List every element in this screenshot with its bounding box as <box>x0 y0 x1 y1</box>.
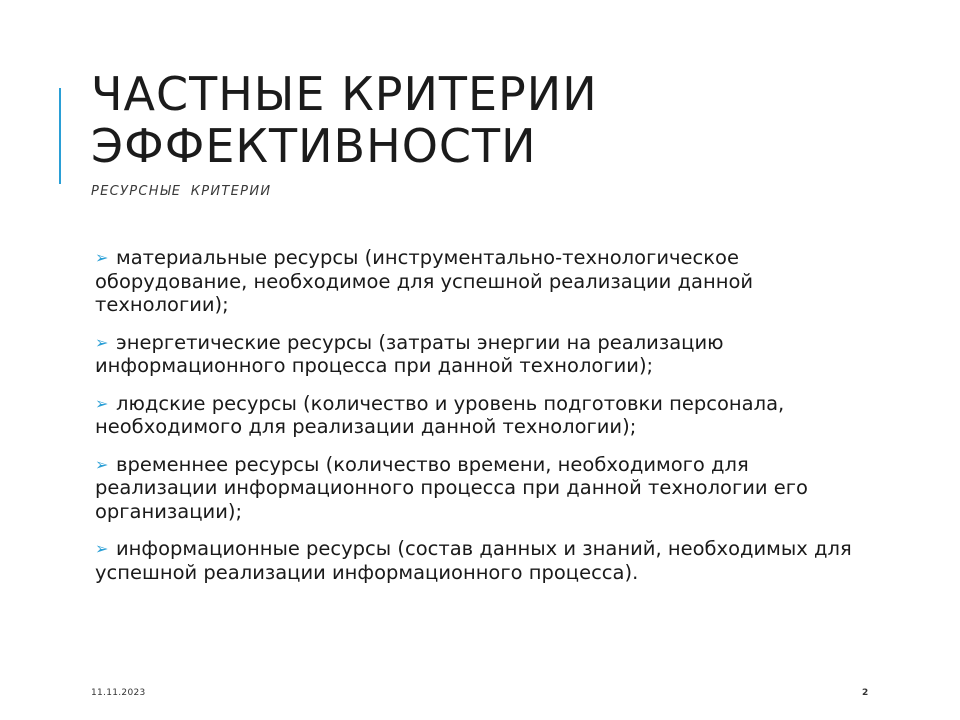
bullet-item <box>95 331 855 378</box>
footer-date: 11.11.2023 <box>91 688 146 698</box>
bullet-item <box>95 392 855 439</box>
title-accent-bar <box>59 88 61 184</box>
arrow-bullet-icon: ➢ <box>95 248 109 267</box>
arrow-bullet-icon: ➢ <box>95 539 109 558</box>
bullet-text: материальные ресурсы (инструментально-технологическое оборудование, необходимое для успешной реализации данной технологии); <box>95 246 754 316</box>
bullet-text: информационные ресурсы (состав данных и знаний, необходимых для успешной реализации информационного процесса). <box>95 537 852 584</box>
arrow-bullet-icon: ➢ <box>95 332 109 352</box>
slide-title: ЧАСТНЫЕ КРИТЕРИИ ЭФФЕКТИВНОСТИ <box>91 67 598 173</box>
bullet-item <box>95 246 855 317</box>
arrow-bullet-icon: ➢ <box>95 393 109 413</box>
slide-subtitle: РЕСУРСНЫЕ КРИТЕРИИ <box>91 184 272 199</box>
bullet-list <box>95 246 855 598</box>
bullet-text: людские ресурсы (количество и уровень подготовки персонала, необходимого для реализации данной технологии); <box>95 391 785 438</box>
bullet-item <box>95 453 855 524</box>
bullet-text: энергетические ресурсы (затраты энергии на реализацию информационного процесса при данной технологии); <box>95 330 724 377</box>
arrow-bullet-icon: ➢ <box>95 454 109 474</box>
bullet-text: временнее ресурсы (количество времени, необходимого для реализации информационного процесса при данной технологии его организации); <box>95 452 808 523</box>
bullet-item <box>95 537 855 584</box>
page-number: 2 <box>862 688 869 698</box>
